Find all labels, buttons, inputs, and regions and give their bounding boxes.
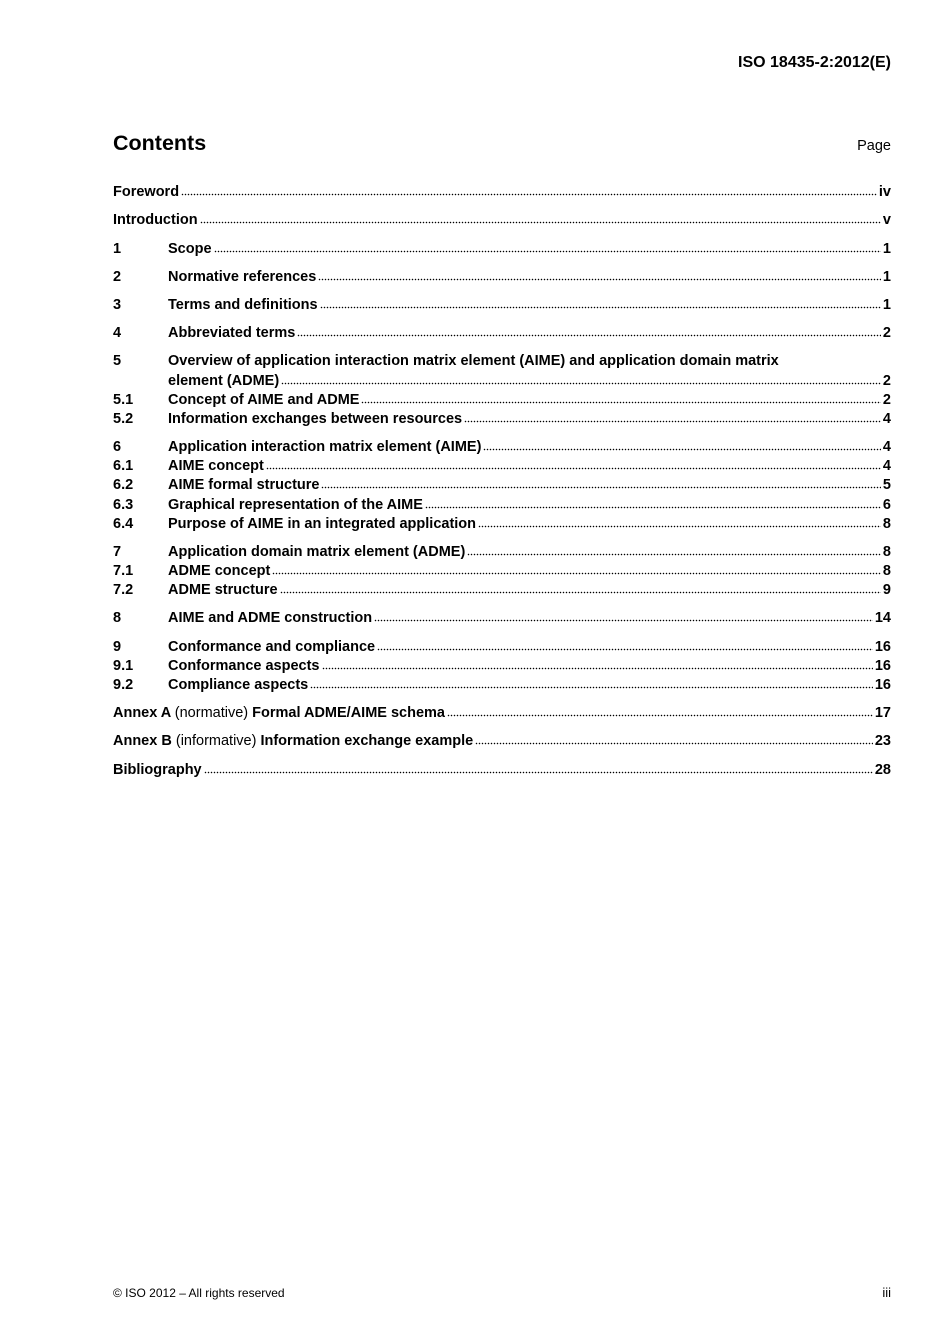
toc-entry-title: Concept of AIME and ADME	[168, 392, 360, 408]
toc-entry-title: Terms and definitions	[168, 297, 318, 313]
toc-leader-dots	[181, 184, 877, 196]
toc-entry-number: 6.1	[113, 458, 134, 474]
toc-entry-9[interactable]	[113, 638, 891, 656]
annex-title: Formal ADME/AIME schema	[252, 705, 445, 721]
toc-entry-page: 23	[874, 733, 891, 749]
toc-entry-6-3[interactable]	[113, 496, 891, 514]
toc-entry-7-2[interactable]	[113, 581, 891, 599]
toc-leader-dots	[377, 639, 873, 651]
toc-leader-dots	[374, 610, 873, 622]
toc-leader-dots	[281, 373, 881, 385]
toc-entry-page: 4	[882, 411, 891, 427]
toc-entry-2[interactable]	[113, 268, 891, 286]
toc-entry-5-1[interactable]	[113, 391, 891, 409]
toc-leader-dots	[322, 658, 873, 670]
toc-entry-page: 2	[882, 325, 891, 341]
toc-leader-dots	[321, 477, 880, 489]
toc-entry-page: 1	[882, 269, 891, 285]
toc-entry-foreword[interactable]	[113, 183, 891, 201]
document-id: ISO 18435-2:2012(E)	[738, 54, 891, 71]
toc-entry-number: 5	[113, 353, 122, 369]
toc-entry-page: 5	[882, 477, 891, 493]
toc-entry-annex-a[interactable]	[113, 704, 891, 722]
toc-leader-dots	[204, 762, 873, 774]
toc-leader-dots	[467, 544, 881, 556]
toc-entry-number: 5.1	[113, 392, 134, 408]
toc-entry-4[interactable]	[113, 324, 891, 342]
toc-entry-title	[113, 704, 445, 722]
toc-leader-dots	[214, 241, 881, 253]
annex-label: Annex A	[113, 705, 171, 721]
contents-heading: Contents	[113, 131, 207, 155]
toc-leader-dots	[318, 269, 881, 281]
toc-leader-dots	[447, 705, 873, 717]
toc-entry-page: 8	[882, 544, 891, 560]
toc-entry-title: AIME formal structure	[168, 477, 320, 493]
toc-leader-dots	[297, 325, 881, 337]
toc-entry-title: Normative references	[168, 269, 317, 285]
toc-entry-title: Graphical representation of the AIME	[168, 497, 423, 513]
toc-entry-number: 7	[113, 544, 122, 560]
toc-entry-number: 6.2	[113, 477, 134, 493]
toc-entry-title: Conformance aspects	[168, 658, 320, 674]
toc-entry-page: 4	[882, 458, 891, 474]
toc-entry-number: 9	[113, 639, 122, 655]
toc-entry-5-2[interactable]	[113, 410, 891, 428]
toc-entry-title: Introduction	[113, 212, 198, 228]
toc-leader-dots	[280, 582, 881, 594]
toc-entry-number: 6.4	[113, 516, 134, 532]
toc-entry-title: Application domain matrix element (ADME)	[168, 544, 466, 560]
footer-copyright: © ISO 2012 – All rights reserved	[113, 1286, 285, 1300]
toc-entry-9-1[interactable]	[113, 657, 891, 675]
toc-entry-number: 9.1	[113, 658, 134, 674]
toc-entry-page: 4	[882, 439, 891, 455]
toc-entry-page: 16	[874, 658, 891, 674]
toc-entry-page: 1	[882, 241, 891, 257]
toc-entry-page: 6	[882, 497, 891, 513]
toc-entry-number: 3	[113, 297, 122, 313]
toc-entry-title: Compliance aspects	[168, 677, 309, 693]
toc-entry-bibliography[interactable]	[113, 761, 891, 779]
toc-entry-7[interactable]	[113, 543, 891, 561]
toc-entry-3[interactable]	[113, 296, 891, 314]
toc-entry-6-1[interactable]	[113, 457, 891, 475]
toc-entry-title-line2: element (ADME)	[168, 373, 280, 389]
toc-entry-8[interactable]	[113, 609, 891, 627]
toc-entry-page: v	[882, 212, 891, 228]
annex-type: (informative)	[175, 733, 257, 749]
annex-title: Information exchange example	[260, 733, 474, 749]
toc-entry-page: 1	[882, 297, 891, 313]
toc-entry-introduction[interactable]	[113, 211, 891, 229]
toc-entry-page: 2	[882, 373, 891, 389]
toc-entry-page: 28	[874, 762, 891, 778]
toc-entry-page: iv	[878, 184, 891, 200]
toc-entry-1[interactable]	[113, 240, 891, 258]
toc-entry-number: 4	[113, 325, 122, 341]
toc-leader-dots	[464, 411, 881, 423]
toc-entry-page: 9	[882, 582, 891, 598]
toc-entry-7-1[interactable]	[113, 562, 891, 580]
toc-entry-number: 8	[113, 610, 122, 626]
toc-leader-dots	[320, 297, 881, 309]
toc-entry-6-2[interactable]	[113, 476, 891, 494]
toc-entry-title: Abbreviated terms	[168, 325, 296, 341]
toc-entry-title	[113, 732, 473, 750]
toc-entry-title: Foreword	[113, 184, 180, 200]
toc-leader-dots	[310, 677, 873, 689]
toc-entry-title: AIME concept	[168, 458, 264, 474]
annex-label: Annex B	[113, 733, 172, 749]
toc-entry-number: 7.1	[113, 563, 134, 579]
toc-entry-title: Information exchanges between resources	[168, 411, 463, 427]
annex-type: (normative)	[174, 705, 249, 721]
toc-entry-title: ADME structure	[168, 582, 278, 598]
toc-entry-page: 8	[882, 563, 891, 579]
toc-entry-title: Scope	[168, 241, 212, 257]
toc-entry-number: 5.2	[113, 411, 134, 427]
toc-entry-title: Bibliography	[113, 762, 202, 778]
toc-entry-title: AIME and ADME construction	[168, 610, 373, 626]
toc-entry-page: 16	[874, 639, 891, 655]
toc-entry-page: 2	[882, 392, 891, 408]
toc-leader-dots	[200, 212, 881, 224]
page-column-label: Page	[857, 138, 891, 154]
toc-entry-title: Purpose of AIME in an integrated application	[168, 516, 477, 532]
toc-leader-dots	[272, 563, 881, 575]
toc-entry-title: ADME concept	[168, 563, 271, 579]
toc-entry-page: 14	[874, 610, 891, 626]
toc-entry-number: 7.2	[113, 582, 134, 598]
toc-entry-number: 6	[113, 439, 122, 455]
toc-entry-number: 6.3	[113, 497, 134, 513]
toc-entry-5[interactable]	[168, 372, 891, 390]
toc-leader-dots	[483, 439, 881, 451]
toc-leader-dots	[266, 458, 881, 470]
toc-entry-page: 8	[882, 516, 891, 532]
toc-leader-dots	[361, 392, 880, 404]
toc-entry-annex-b[interactable]	[113, 732, 891, 750]
toc-entry-number: 1	[113, 241, 122, 257]
toc-entry-title: Application interaction matrix element (AIME)	[168, 439, 482, 455]
toc-entry-title-line1[interactable]: Overview of application interaction matrix element (AIME) and application domain matrix	[168, 353, 779, 369]
toc-leader-dots	[475, 733, 873, 745]
footer-page-number: iii	[882, 1285, 891, 1300]
toc-entry-9-2[interactable]	[113, 676, 891, 694]
toc-entry-page: 16	[874, 677, 891, 693]
toc-entry-6-4[interactable]	[113, 515, 891, 533]
toc-entry-page: 17	[874, 705, 891, 721]
toc-leader-dots	[425, 497, 881, 509]
toc-entry-number: 2	[113, 269, 122, 285]
toc-entry-number: 9.2	[113, 677, 134, 693]
toc-entry-6[interactable]	[113, 438, 891, 456]
toc-leader-dots	[478, 516, 881, 528]
toc-entry-title: Conformance and compliance	[168, 639, 376, 655]
